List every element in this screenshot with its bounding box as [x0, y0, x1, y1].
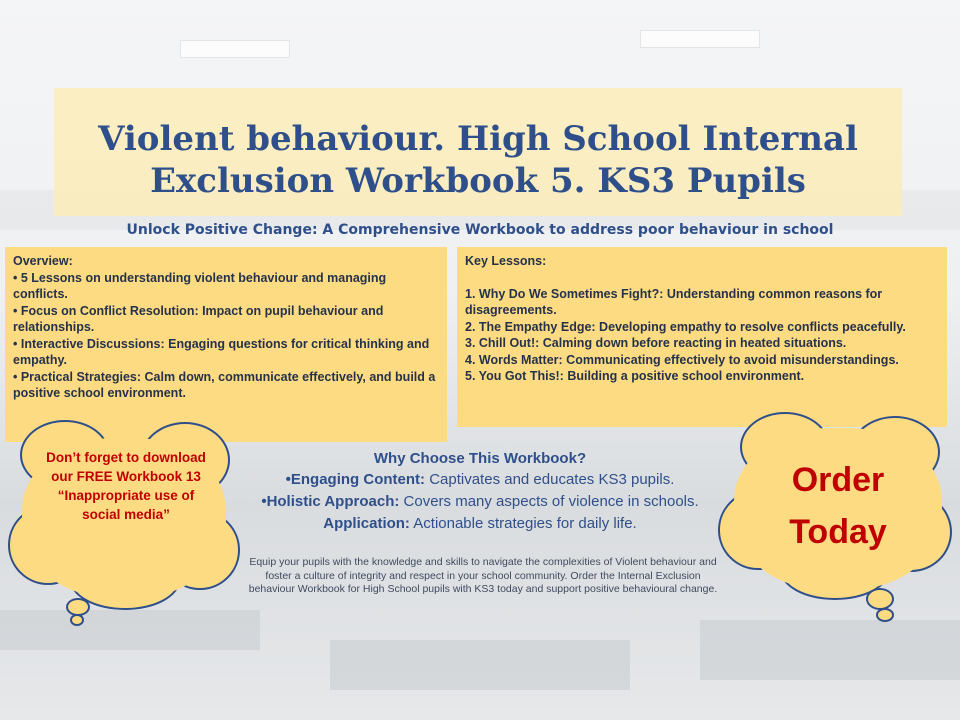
why-label: Application:	[323, 515, 410, 532]
page-title	[54, 118, 902, 202]
lesson-item: 2. The Empathy Edge: Developing empathy to resolve conflicts peacefully.	[465, 319, 906, 334]
subtitle: Unlock Positive Change: A Comprehensive Workbook to address poor behaviour in school	[126, 222, 834, 238]
overview-item: • Practical Strategies: Calm down, communicate effectively, and build a positive school environment.	[13, 369, 436, 400]
thought-dot	[70, 614, 84, 626]
lesson-item: 5. You Got This!: Building a positive school environment.	[465, 369, 805, 383]
why-text: Actionable strategies for daily life.	[409, 515, 637, 532]
why-label: •Holistic Approach:	[261, 493, 400, 510]
lesson-item: 3. Chill Out!: Calming down before reacting in heated situations.	[465, 336, 847, 350]
why-label: •Engaging Content:	[285, 471, 426, 488]
ceiling-light	[640, 30, 760, 48]
order-line-1: Order	[791, 461, 885, 499]
desk-shape	[330, 640, 630, 690]
overview-item: • Focus on Conflict Resolution: Impact on pupil behaviour and relationships.	[13, 303, 384, 334]
key-lessons-heading: Key Lessons:	[465, 254, 547, 268]
why-row	[230, 491, 730, 513]
key-lessons-box	[457, 247, 947, 427]
thought-dot	[876, 608, 894, 622]
lesson-item: 1. Why Do We Sometimes Fight?: Understanding common reasons for disagreements.	[465, 286, 883, 317]
overview-heading: Overview:	[13, 254, 73, 268]
free-workbook-text: Don’t forget to download our FREE Workbook 13 “Inappropriate use of social media”	[46, 450, 206, 522]
title-line-2: Exclusion Workbook 5. KS3 Pupils	[150, 161, 806, 201]
promo-paragraph: Equip your pupils with the knowledge and skills to navigate the complexities of Violent behaviour and foster a culture of integrity and respect in your school community. Order the Internal Exclusion behaviour Workbook for High School pupils with KS3 today and support positive behavioural change.	[248, 556, 718, 595]
desk-shape	[0, 610, 260, 650]
why-row	[230, 513, 730, 535]
desk-shape	[700, 620, 960, 680]
thought-dot	[866, 588, 894, 610]
why-text: Captivates and educates KS3 pupils.	[425, 471, 675, 488]
order-today-text	[740, 454, 936, 558]
order-line-2: Today	[789, 513, 887, 551]
why-choose-section	[230, 450, 730, 535]
title-line-1: Violent behaviour. High School Internal	[98, 119, 858, 159]
overview-item: • Interactive Discussions: Engaging questions for critical thinking and empathy.	[13, 336, 430, 367]
ceiling-light	[180, 40, 290, 58]
why-row	[230, 469, 730, 491]
why-text: Covers many aspects of violence in schools.	[399, 493, 699, 510]
lesson-item: 4. Words Matter: Communicating effectively to avoid misunderstandings.	[465, 352, 899, 367]
why-heading: Why Choose This Workbook?	[373, 450, 587, 467]
overview-box	[5, 247, 447, 442]
overview-item: • 5 Lessons on understanding violent behaviour and managing conflicts.	[13, 270, 387, 301]
